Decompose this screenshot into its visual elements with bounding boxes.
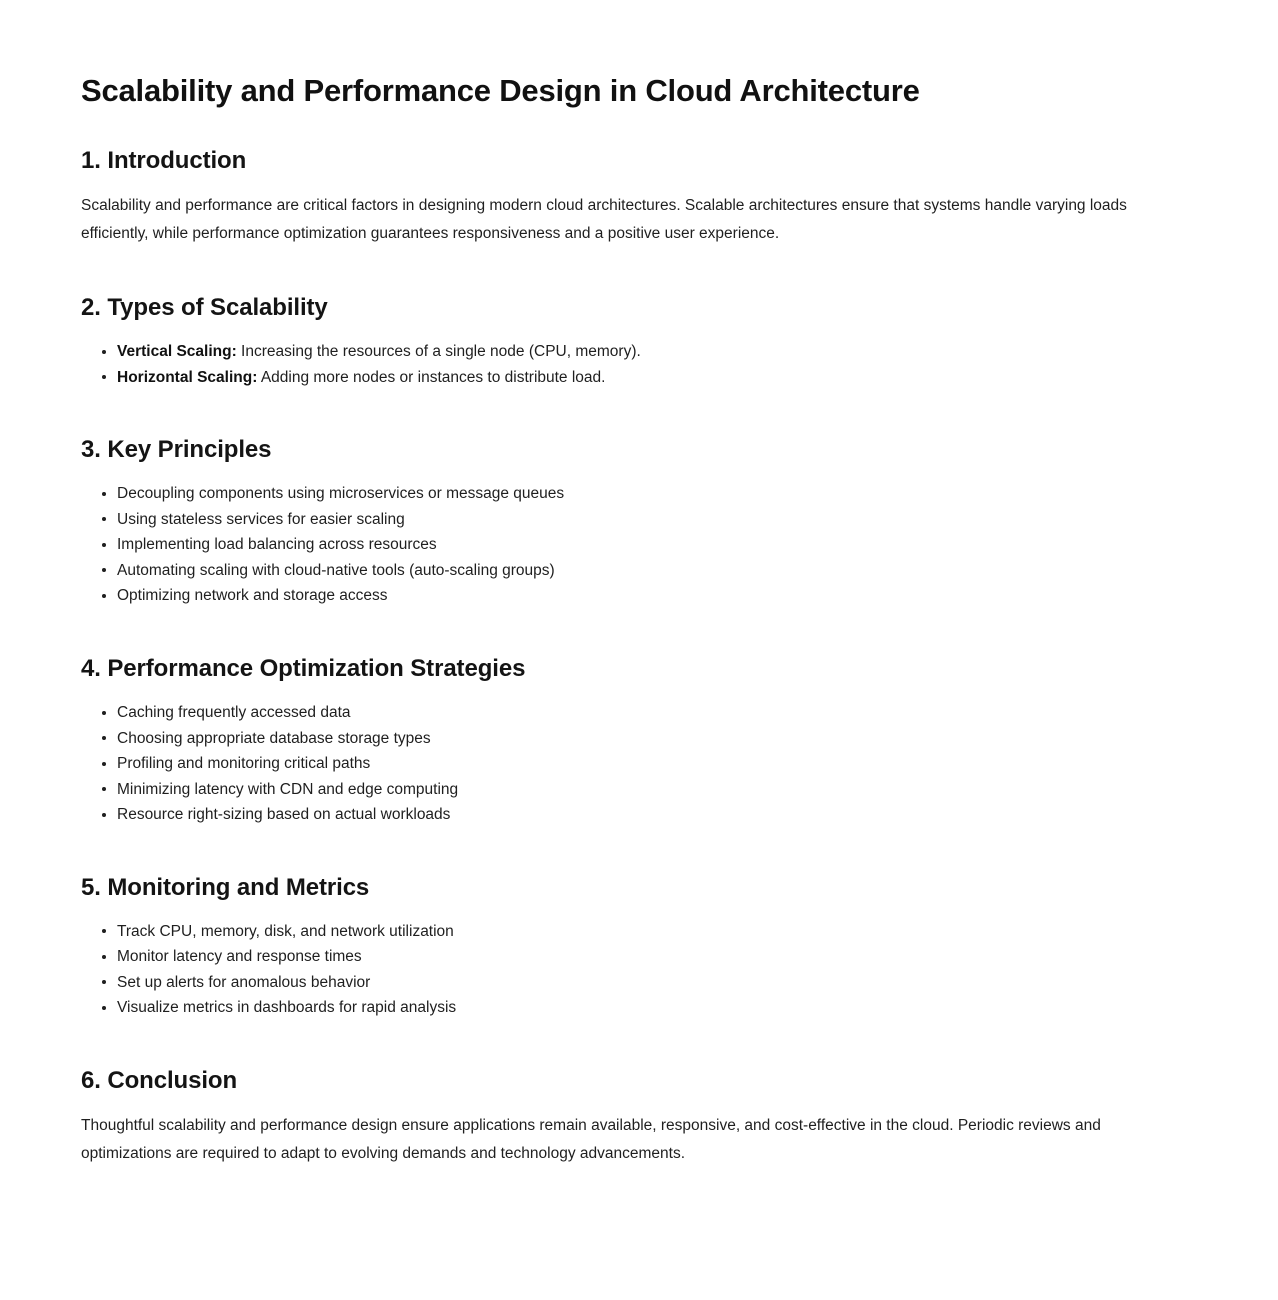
list-item-text: Choosing appropriate database storage types <box>117 729 431 747</box>
spacer <box>81 609 1150 653</box>
spacer <box>81 828 1150 872</box>
list-item <box>100 995 1150 1021</box>
bullet-dot-icon <box>102 543 106 547</box>
bullet-dot-icon <box>102 350 106 354</box>
list-item <box>100 365 1150 391</box>
spacer <box>81 1096 1150 1112</box>
list-item-text: Implementing load balancing across resources <box>117 536 437 554</box>
list-item <box>100 919 1150 945</box>
list-item <box>100 558 1150 584</box>
list-item-term: Vertical Scaling: <box>117 343 237 361</box>
list-item-text: Monitor latency and response times <box>117 948 362 966</box>
section-heading-introduction: 1. Introduction <box>81 146 247 174</box>
bullet-dot-icon <box>102 517 106 521</box>
list-item <box>100 481 1150 507</box>
bullet-dot-icon <box>102 1006 106 1010</box>
list-item-text: Profiling and monitoring critical paths <box>117 755 371 772</box>
bullet-dot-icon <box>102 736 106 740</box>
spacer <box>81 684 1150 700</box>
list-types-of-scalability <box>81 339 1150 390</box>
list-item-text: Automating scaling with cloud-native tools (auto-scaling groups) <box>117 561 555 579</box>
list-item <box>100 700 1150 726</box>
section-heading-monitoring-and-metrics: 5. Monitoring and Metrics <box>81 873 370 901</box>
spacer <box>81 176 1150 192</box>
list-item-text: Visualize metrics in dashboards for rapid analysis <box>117 999 457 1017</box>
list-item-text: Minimizing latency with CDN and edge computing <box>117 780 459 798</box>
list-item-text: Adding more nodes or instances to distribute load. <box>257 368 606 386</box>
spacer <box>81 903 1150 919</box>
bullet-dot-icon <box>102 762 106 766</box>
list-item <box>100 751 1150 777</box>
bullet-dot-icon <box>102 492 106 496</box>
bullet-dot-icon <box>102 929 106 933</box>
list-item-term: Horizontal Scaling: <box>117 368 258 386</box>
spacer <box>81 248 1150 292</box>
page-title: Scalability and Performance Design in Cloud Architecture <box>81 73 920 108</box>
bullet-dot-icon <box>102 375 106 379</box>
section-monitoring-and-metrics <box>81 872 1150 1021</box>
bullet-dot-icon <box>102 711 106 715</box>
section-heading-types-of-scalability: 2. Types of Scalability <box>81 293 328 321</box>
list-item-text: Decoupling components using microservices or message queues <box>117 485 565 503</box>
bullet-dot-icon <box>102 594 106 598</box>
list-monitoring-and-metrics <box>81 919 1150 1021</box>
paragraph-introduction: Scalability and performance are critical factors in designing modern cloud architectures. Scalable architectures ensure that systems handle varying loads efficiently, while performance optimization guarantees responsiveness and a positive user experience. <box>81 196 1127 242</box>
section-heading-key-principles: 3. Key Principles <box>81 436 272 464</box>
list-item-text: Using stateless services for easier scaling <box>117 510 405 528</box>
list-item <box>100 339 1150 365</box>
list-item-text: Track CPU, memory, disk, and network utilization <box>117 922 454 940</box>
spacer <box>81 111 1150 145</box>
spacer <box>81 390 1150 434</box>
list-item <box>100 802 1150 828</box>
list-item <box>100 777 1150 803</box>
list-item <box>100 583 1150 609</box>
bullet-dot-icon <box>102 980 106 984</box>
list-item <box>100 970 1150 996</box>
list-performance-optimization-strategies <box>81 700 1150 828</box>
list-item-text: Resource right-sizing based on actual workloads <box>117 806 451 823</box>
section-heading-performance-optimization-strategies: 4. Performance Optimization Strategies <box>81 654 526 682</box>
bullet-dot-icon <box>102 813 106 817</box>
list-item-text: Caching frequently accessed data <box>117 704 351 721</box>
list-item-text: Set up alerts for anomalous behavior <box>117 973 371 991</box>
section-heading-conclusion: 6. Conclusion <box>81 1066 238 1094</box>
bullet-dot-icon <box>102 955 106 959</box>
bullet-dot-icon <box>102 787 106 791</box>
list-key-principles <box>81 481 1150 609</box>
list-item <box>100 944 1150 970</box>
spacer <box>81 1021 1150 1065</box>
list-item <box>100 507 1150 533</box>
section-performance-optimization-strategies <box>81 653 1150 828</box>
section-key-principles <box>81 434 1150 609</box>
paragraph-conclusion: Thoughtful scalability and performance design ensure applications remain available, responsive, and cost-effective in the cloud. Periodic reviews and optimizations are required to adapt to evolving demands and technology advancements. <box>81 1116 1101 1162</box>
spacer <box>81 323 1150 339</box>
section-introduction <box>81 145 1150 248</box>
list-item-text: Optimizing network and storage access <box>117 587 388 605</box>
list-item <box>100 532 1150 558</box>
section-conclusion <box>81 1065 1150 1168</box>
bullet-dot-icon <box>102 568 106 572</box>
list-item <box>100 726 1150 752</box>
list-item-text: Increasing the resources of a single node (CPU, memory). <box>236 343 641 361</box>
section-types-of-scalability <box>81 292 1150 390</box>
spacer <box>81 465 1150 481</box>
